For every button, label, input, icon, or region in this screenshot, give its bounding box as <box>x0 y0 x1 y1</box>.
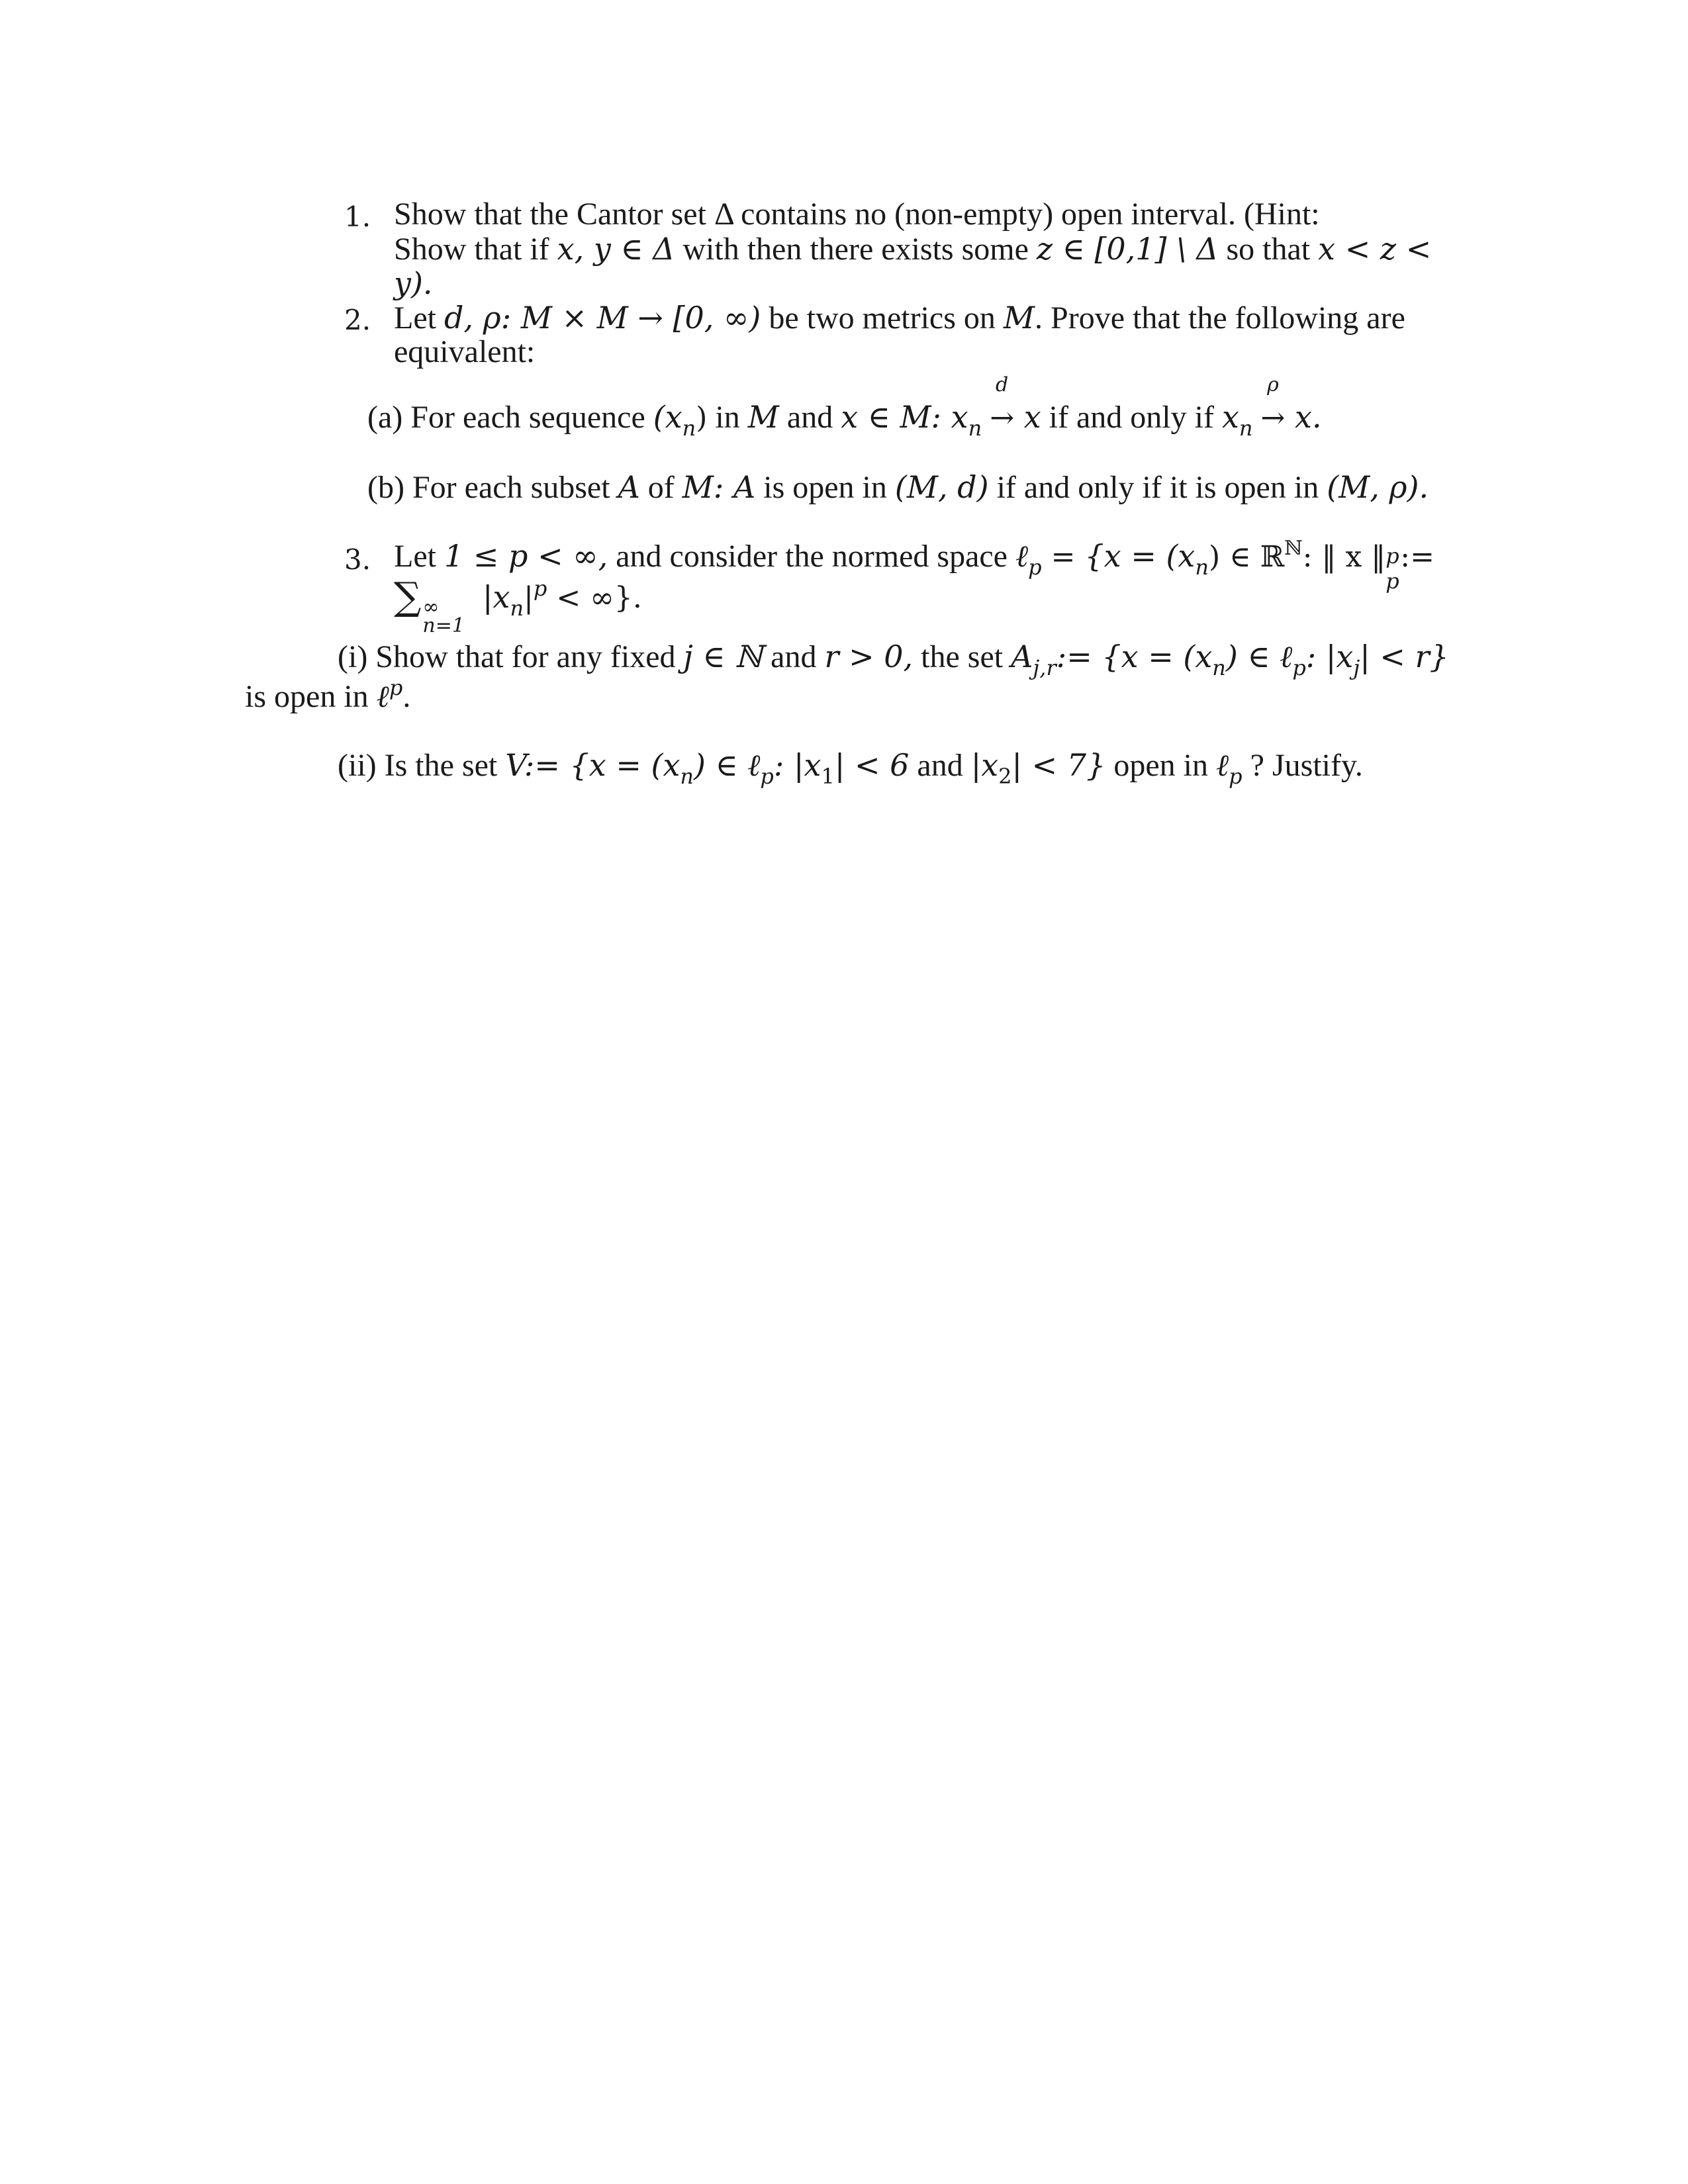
problem-3-part-i-continued: is open in ℓ$^p$. <box>245 675 411 714</box>
problem-2-line-2: equivalent: <box>394 334 536 369</box>
converges-in-d-arrow: d → <box>990 373 1015 435</box>
summation-symbol: ∑ <box>394 574 422 619</box>
problem-1-line-2: Show that if x, y ∈ Δ with then there exists some z ∈ [0,1] \ Δ so that x < z < <box>394 231 1432 267</box>
problem-1-line-3: y). <box>394 265 433 301</box>
converges-in-rho-arrow: ρ → <box>1260 373 1286 435</box>
problem-3-line-1: Let 1 ≤ p < ∞, and consider the normed space ℓ$_p$ = {$x = (x_n)$ ∈ ℝ$^ℕ$: ‖ x ‖ p p := <box>394 537 1434 594</box>
problem-1-number: 1. <box>344 201 371 233</box>
problem-3-part-i: (i) Show that for any fixed j ∈ ℕ and r > 0, the set $A_{j,r}:= \{x = (x_n)$ ∈ ℓ$_p$: $|x_j| < r$} <box>338 639 1449 680</box>
problem-2-line-1: Let d, ρ: M × M → [0, ∞) be two metrics on M. Prove that the following are <box>394 300 1405 336</box>
problem-2-part-a: (a) For each sequence $(x_n)$ in M and x ∈ M: $x_n$ d → x if and only if $x_n$ ρ → x. <box>367 373 1322 441</box>
problem-1-line-1: Show that the Cantor set Δ contains no (non-empty) open interval. (Hint: <box>394 197 1320 232</box>
problem-2-number: 2. <box>344 304 371 336</box>
problem-2-part-b: (b) For each subset A of M: A is open in (M, d) if and only if it is open in (M, ρ). <box>367 469 1429 505</box>
problem-3-number: 3. <box>344 543 371 576</box>
problem-3-part-ii: (ii) Is the set V:= {$x = (x_n)$ ∈ ℓ$_p$: $|x_1| < 6$ and $|x_2| < 7$} open in ℓ$_p$ ? Justify. <box>338 747 1363 789</box>
problem-3-line-2: ∑ ∞ n=1 $|x_n|^p$ < ∞}. <box>394 574 642 637</box>
